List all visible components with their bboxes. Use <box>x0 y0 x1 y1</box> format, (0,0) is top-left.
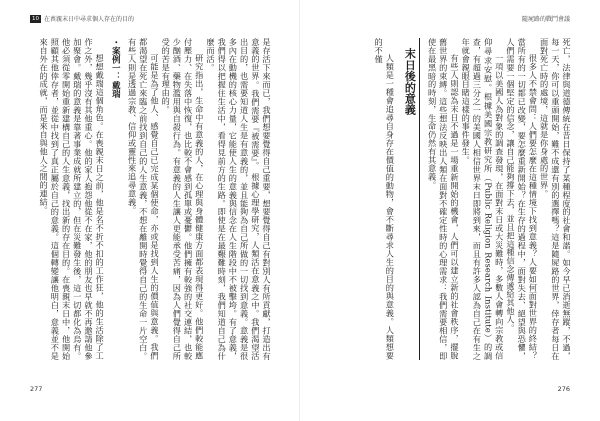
case-title: ・案例一：戴瑞 <box>111 38 122 99</box>
right-paragraph: 很多人不禁會問：人們要怎麼在這種情境下找到意義？人要如何面對世界的終結？當所有的一切都已改變，要怎麼重新開始？在生存的過程中，面對失去、絕望與恐懼，人們需要一個堅定的信念，讓自己能夠撐下去，並且把這種信念傳遞給其他人。 <box>505 38 539 360</box>
left-header-title: 在喪親末日中尋求個人存在的目的 <box>44 16 135 23</box>
section-heading: 末日後的意義 <box>401 38 420 360</box>
left-paragraph: 可能是為了他人、感覺自己已完成某個使命，亦或是找到人生的價值與意義。我們都渴望在死亡來臨之前找到自己的人生意義，不想在離開時覺得自己的生命一片空白。有些人則是透過宗教、信仰或靈性來追尋意義。 <box>127 38 160 360</box>
right-running-header: 隨屍路的戰鬥會議 <box>521 16 570 23</box>
left-page-number: 277 <box>30 385 43 393</box>
right-paragraph: 一項以美國人為對象的調查發現，在面對末日或大災難時，多數人會轉向宗教或信仰尋求安慰。根據美國宗教研究所（Public Religion Research Institute）的調查，有超過三分之一的美國人相信世界末日即將到來，而且有許多人認為自己在有生之年就會親眼目睹這樣的事件發生。 <box>461 38 505 360</box>
case-paragraph: 想想戴瑞這個角色。在喪親末日之前，他是名不折不扣的工作狂，他的生活除了工作之外，幾乎沒有其他重心。他的家人抱怨他從不在家，他的朋友也早就不再邀請他參加聚會。戴瑞的意義是靠著事業成就所建立的，但在災難發生後，這一切都化為烏有。他必須從零開始重新建構自己的人生意義，找出新的存在目的。在喪親末日中，他開始照顧其他倖存者，並從中找到了真正屬於自己的意義。這個轉變讓他明白，意義並不是來自外在的成就，而是來自與他人之間的連結。 <box>39 38 106 360</box>
left-paragraph: 是存活下來而已，我們想要覺得自己重要，想要覺得自己有對別人有所貢獻，打造出有意義的世界。我們需要『被需要』。 根據心理學研究，人類活在意義之中。我們渴望活出目的，也需要知道人生是有意義的，並且能夠為自己所做的一切找到意義。意義是很多內在動機的核心力量，它能使人生的意義與信念在人生階段中不被擊垮。有了意義，我們得以把握住生活中，看得見前方的生路。即使是在最艱難時刻，我們知道自己為什麼而活。 <box>205 38 272 360</box>
right-paragraph: 死亡，法律與道德傳統在昔日保持了某種程度的社會和諧。如今早已消逝無蹤，不過，每一天，你可以重頭開始，難不成還有別的選擇嗎？這是隨屍路的世界，倖存者每日在面對死亡時的處境，這就是你身處的世界。 <box>539 38 572 360</box>
right-page-number: 276 <box>557 385 570 393</box>
left-paragraph: 研究指出，生命中有意義的人，在心理與身體健康方面都表現得更好。他們較能應付壓力、在失落中恢復，也比較不會感到孤單或憂鬱。他們擁有較強的社交連結，也較少酗酒、藥物濫用與自殺行為。有意義的人生讓人更能承受苦痛，因為人們覺得自己所受的苦是有理由的。 <box>161 38 205 360</box>
right-body-text <box>328 38 572 360</box>
right-page <box>300 0 600 421</box>
chapter-number-badge: 10 <box>32 15 39 22</box>
left-body-text <box>28 38 272 360</box>
left-running-header <box>30 14 134 23</box>
section-paragraph: 人類是一種會追尋自身存在價值的動物，會不斷尋求人生的目的與意義。人類想要的不僅 <box>374 38 396 360</box>
right-paragraph: 有些人則認為末日不過是一場重新開始的機會，人們可以建立新的社會秩序，擺脫舊世界的束縛。這些想法反映出人類在面對不確定性時的心理需求：我們需要相信，即使在最黑暗的時刻，生命仍然有其意義。 <box>427 38 460 360</box>
